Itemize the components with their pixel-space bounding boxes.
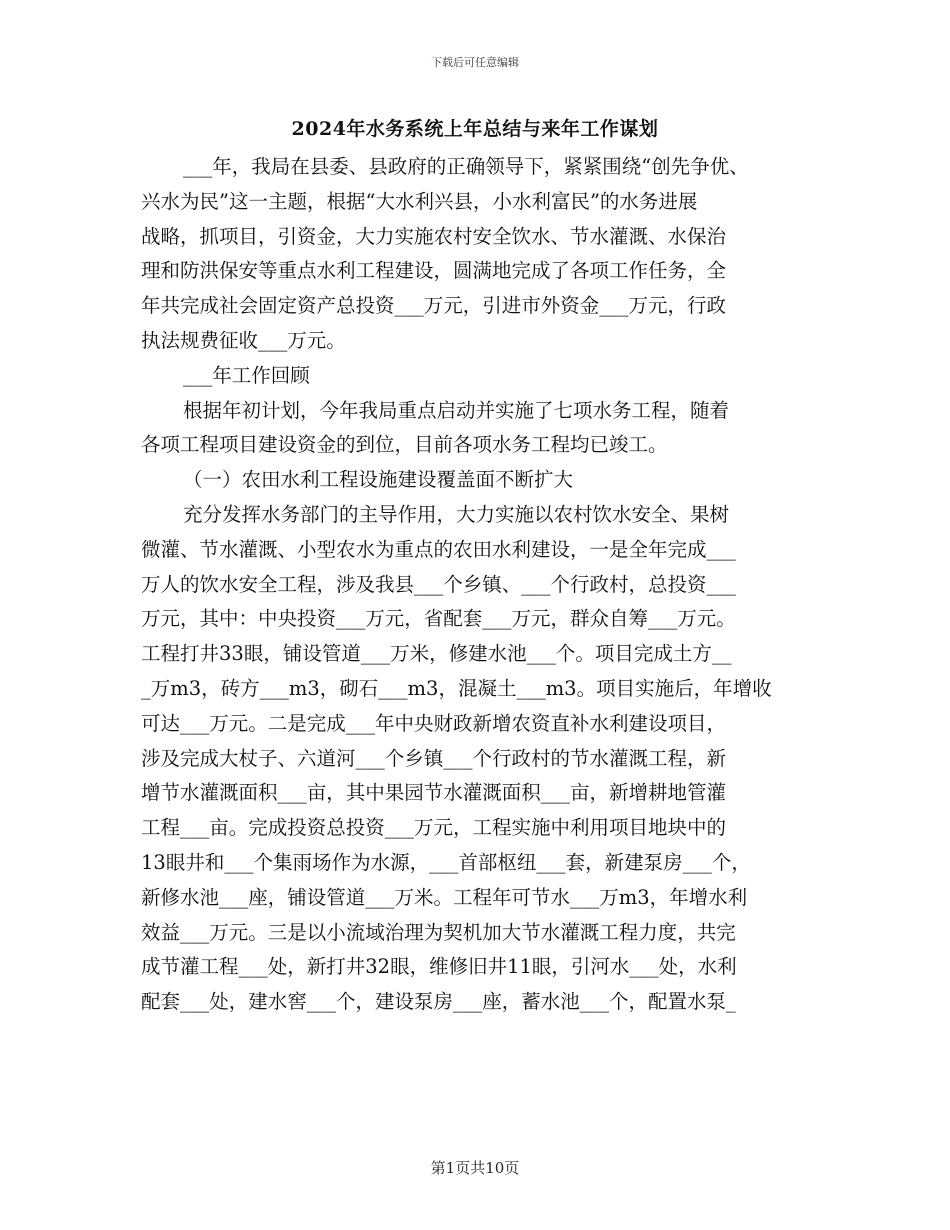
text-line: 各项工程项目建设资金的到位，目前各项水务工程均已竣工。 [141, 433, 668, 457]
text-line: 万人的饮水安全工程，涉及我县___个乡镇、___个行政村，总投资___ [141, 572, 736, 596]
text-line: _万m3，砖方___m3，砌石___m3，混凝土___m3。项目实施后，年增收 [141, 676, 772, 700]
document-body [141, 150, 841, 1020]
text-line: 执法规费征收___万元。 [141, 328, 346, 352]
text-line: 兴水为民”这一主题，根据“大水利兴县，小水利富民”的水务进展 [141, 189, 698, 213]
text-line: （一）农田水利工程设施建设覆盖面不断扩大 [183, 468, 574, 492]
text-line: 配套___处，建水窖___个，建设泵房___座，蓄水池___个，配置水泵_ [141, 990, 736, 1014]
document-title: 2024年水务系统上年总结与来年工作谋划 [291, 118, 659, 140]
page-header: 下载后可任意编辑 [431, 56, 519, 69]
text-line: 万元，其中：中央投资___万元，省配套___万元，群众自筹___万元。 [141, 607, 736, 631]
text-line: 工程打井33眼，铺设管道___万米，修建水池___个。项目完成土方__ [141, 642, 732, 666]
text-line: 战略，抓项目，引资金，大力实施农村安全饮水、节水灌溉、水保治 [141, 224, 727, 248]
text-line: 微灌、节水灌溉、小型农水为重点的农田水利建设，一是全年完成___ [141, 537, 736, 561]
text-line: ___年工作回顾 [183, 363, 310, 387]
text-line: 可达___万元。二是完成___年中央财政新增农资直补水利建设项目， [141, 711, 727, 735]
text-line: 年共完成社会固定资产总投资___万元，引进市外资金___万元，行政 [141, 294, 727, 318]
text-line: 增节水灌溉面积___亩，其中果园节水灌溉面积___亩，新增耕地管灌 [141, 781, 727, 805]
text-line: 13眼井和___个集雨场作为水源，___首部枢纽___套，新建泵房___个， [141, 850, 751, 874]
text-line: 新修水池___座，铺设管道___万米。工程年可节水___万m3，年增水利 [141, 885, 748, 909]
text-line: 根据年初计划，今年我局重点启动并实施了七项水务工程，随着 [183, 398, 730, 422]
text-line: 涉及完成大杖子、六道河___个乡镇___个行政村的节水灌溉工程，新 [141, 746, 727, 770]
text-line: 理和防洪保安等重点水利工程建设，圆满地完成了各项工作任务，全 [141, 259, 727, 283]
text-line: 效益___万元。三是以小流域治理为契机加大节水灌溉工程力度，共完 [141, 920, 736, 944]
text-line: 工程___亩。完成投资总投资___万元，工程实施中利用项目地块中的 [141, 816, 727, 840]
text-line: 成节灌工程___处，新打井32眼，维修旧井11眼，引河水___处，水利 [141, 955, 737, 979]
text-line: 充分发挥水务部门的主导作用，大力实施以农村饮水安全、果树 [183, 502, 730, 526]
text-line: ___年，我局在县委、县政府的正确领导下，紧紧围绕“创先争优、 [183, 155, 749, 178]
page-footer: 第1页共10页 [430, 1159, 520, 1177]
